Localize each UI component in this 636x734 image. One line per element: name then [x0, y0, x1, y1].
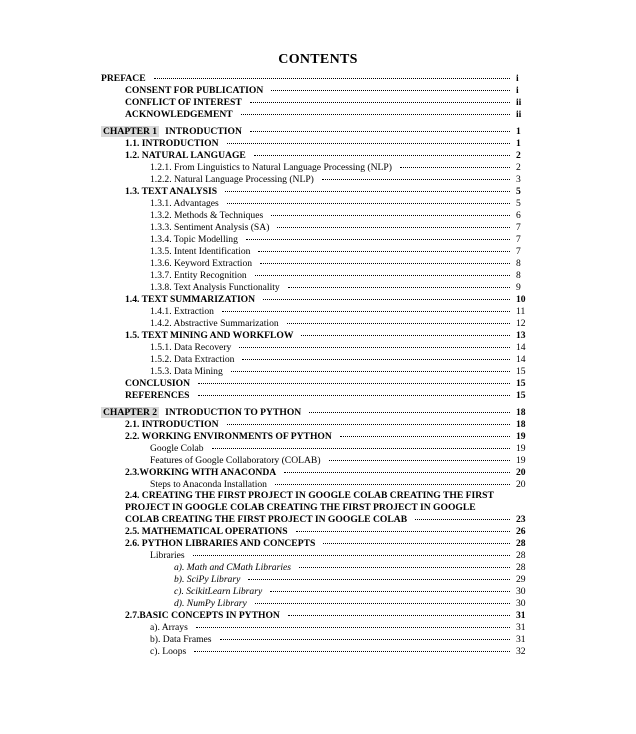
dot-leader [260, 263, 510, 264]
toc-entry-label: ACKNOWLEDGEMENT [125, 109, 233, 120]
toc-entry[interactable] [174, 574, 530, 586]
toc-entry[interactable] [150, 174, 530, 186]
dot-leader [194, 651, 510, 652]
dot-leader [263, 299, 510, 300]
dot-leader [340, 436, 510, 437]
toc-entry[interactable] [150, 282, 530, 294]
toc-page-number: 14 [516, 354, 526, 365]
toc-entry-label: 1.4.1. Extraction [150, 306, 214, 317]
dot-leader [242, 359, 510, 360]
toc-entry-2-4-line-2[interactable]: PROJECT IN GOOGLE COLAB CREATING THE FIRST PROJECT IN GOOGLE [125, 502, 476, 513]
toc-entry[interactable] [150, 258, 530, 270]
toc-entry-label: c). ScikitLearn Library [174, 586, 263, 597]
toc-page-number: 2 [516, 150, 521, 161]
toc-entry[interactable] [174, 598, 530, 610]
toc-page-number: 20 [516, 479, 526, 490]
toc-page-number: 18 [516, 407, 526, 418]
toc-page-number: ii [516, 109, 522, 120]
toc-entry-label: 1.3.3. Sentiment Analysis (SA) [150, 222, 270, 233]
toc-entry-label: 2.1. INTRODUCTION [125, 419, 219, 430]
dot-leader [241, 114, 510, 115]
toc-entry[interactable] [150, 318, 530, 330]
toc-entry-label: CONSENT FOR PUBLICATION [125, 85, 264, 96]
toc-entry[interactable] [150, 443, 530, 455]
toc-page-number: ii [516, 97, 522, 108]
toc-entry[interactable] [125, 538, 530, 550]
toc-entry[interactable] [125, 294, 530, 306]
toc-page-number: 26 [516, 526, 526, 537]
toc-entry[interactable] [125, 390, 530, 402]
toc-page-number: 19 [516, 455, 526, 466]
dot-leader [415, 519, 510, 520]
dot-leader [154, 78, 510, 79]
toc-entry-label: 2.3.WORKING WITH ANACONDA [125, 467, 277, 478]
toc-entry-label: a). Arrays [150, 622, 188, 633]
toc-page-number: 30 [516, 586, 526, 597]
dot-leader [322, 179, 510, 180]
toc-entry[interactable] [150, 270, 530, 282]
toc-entry-2-4-line-1[interactable]: 2.4. CREATING THE FIRST PROJECT IN GOOGLE COLAB CREATING THE FIRST [125, 490, 494, 501]
toc-entry-label: CONCLUSION [125, 378, 191, 389]
dot-leader [227, 424, 510, 425]
toc-page-number: 20 [516, 467, 526, 478]
toc-page-number: 1 [516, 138, 521, 149]
toc-entry-label: CONFLICT OF INTEREST [125, 97, 242, 108]
toc-entry-label: 1.1. INTRODUCTION [125, 138, 219, 149]
dot-leader [239, 347, 510, 348]
toc-entry[interactable] [125, 330, 530, 342]
dot-leader [323, 543, 510, 544]
toc-entry[interactable] [150, 306, 530, 318]
toc-page-number: 19 [516, 431, 526, 442]
toc-page-number: 28 [516, 538, 526, 549]
dot-leader [271, 90, 510, 91]
dot-leader [277, 227, 510, 228]
chapter-1-title: INTRODUCTION [165, 126, 242, 137]
toc-entry-label: 1.3.7. Entity Recognition [150, 270, 247, 281]
toc-page-number: 14 [516, 342, 526, 353]
toc-page-number: 11 [516, 306, 526, 317]
dot-leader [329, 460, 510, 461]
toc-entry-label: 1.4. TEXT SUMMARIZATION [125, 294, 256, 305]
dot-leader [227, 143, 510, 144]
chapter-2-title: INTRODUCTION TO PYTHON [165, 407, 302, 418]
chapter-2-label [101, 407, 301, 419]
toc-page-number: 19 [516, 443, 526, 454]
toc-entry-label: 1.3.5. Intent Identification [150, 246, 251, 257]
dot-leader [309, 412, 510, 413]
chapter-1-box: CHAPTER 1 [103, 126, 158, 137]
toc-entry-conflict[interactable] [125, 97, 530, 109]
toc-entry-label: 2.2. WORKING ENVIRONMENTS OF PYTHON [125, 431, 332, 442]
chapter-2-box: CHAPTER 2 [103, 407, 158, 418]
dot-leader [254, 155, 510, 156]
toc-page-number: 31 [516, 622, 526, 633]
toc-entry[interactable] [174, 586, 530, 598]
toc-page-number: 23 [516, 514, 526, 525]
dot-leader [212, 448, 510, 449]
toc-page-number: 31 [516, 634, 526, 645]
toc-entry-label: COLAB CREATING THE FIRST PROJECT IN GOOGLE COLAB [125, 514, 408, 525]
toc-entry[interactable] [125, 419, 530, 431]
dot-leader [287, 323, 510, 324]
dot-leader [220, 639, 510, 640]
toc-entry[interactable] [125, 378, 530, 390]
toc-page-number: 15 [516, 378, 526, 389]
toc-entry-label: 1.4.2. Abstractive Summarization [150, 318, 279, 329]
toc-page-number: 32 [516, 646, 526, 657]
toc-entry-label: 1.2.2. Natural Language Processing (NLP) [150, 174, 314, 185]
toc-entry[interactable] [150, 622, 530, 634]
toc-page-number: 7 [516, 246, 521, 257]
toc-page-number: 8 [516, 270, 521, 281]
dot-leader [271, 215, 510, 216]
dot-leader [255, 603, 510, 604]
toc-entry[interactable] [125, 150, 530, 162]
dot-leader [299, 567, 510, 568]
toc-entry-label: 1.3.8. Text Analysis Functionality [150, 282, 280, 293]
toc-entry-preface[interactable] [101, 73, 530, 85]
dot-leader [258, 251, 510, 252]
toc-page-number: 1 [516, 126, 521, 137]
dot-leader [198, 395, 510, 396]
toc-entry-label: b). Data Frames [150, 634, 212, 645]
toc-page-number: 7 [516, 222, 521, 233]
toc-entry[interactable] [150, 342, 530, 354]
toc-entry[interactable] [125, 467, 530, 479]
dot-leader [400, 167, 510, 168]
toc-entry-acknowledgement[interactable] [125, 109, 530, 121]
toc-page-number: 15 [516, 366, 526, 377]
toc-page-number: 28 [516, 562, 526, 573]
toc-entry[interactable] [150, 366, 530, 378]
dot-leader [225, 191, 510, 192]
toc-entry[interactable] [150, 162, 530, 174]
toc-entry-label: 2.6. PYTHON LIBRARIES AND CONCEPTS [125, 538, 316, 549]
toc-entry[interactable] [174, 562, 530, 574]
toc-entry-label: 1.5.1. Data Recovery [150, 342, 232, 353]
toc-entry[interactable] [150, 198, 530, 210]
dot-leader [227, 203, 510, 204]
toc-page-number: 8 [516, 258, 521, 269]
toc-entry-label: Features of Google Collaboratory (COLAB) [150, 455, 321, 466]
toc-page-number: 12 [516, 318, 526, 329]
toc-page-number: 18 [516, 419, 526, 430]
toc-entry-label: Libraries [150, 550, 185, 561]
contents-title: CONTENTS [278, 52, 358, 67]
toc-page-number: 2 [516, 162, 521, 173]
toc-entry[interactable] [125, 610, 530, 622]
toc-entry-consent[interactable] [125, 85, 530, 97]
toc-page-number: 10 [516, 294, 526, 305]
toc-entry-label: 2.7.BASIC CONCEPTS IN PYTHON [125, 610, 280, 621]
toc-page-number: 31 [516, 610, 526, 621]
toc-entry[interactable] [150, 246, 530, 258]
dot-leader [231, 371, 510, 372]
toc-entry-label: PREFACE [101, 73, 146, 84]
toc-page-number: 5 [516, 186, 521, 197]
dot-leader [196, 627, 510, 628]
toc-entry[interactable] [150, 222, 530, 234]
dot-leader [250, 102, 510, 103]
toc-entry[interactable] [125, 431, 530, 443]
toc-entry[interactable] [150, 550, 530, 562]
toc-page-number: 3 [516, 174, 521, 185]
toc-entry[interactable] [150, 234, 530, 246]
toc-page-number: 6 [516, 210, 521, 221]
toc-page-number: i [516, 85, 519, 96]
toc-page-number: 7 [516, 234, 521, 245]
toc-entry-label: 1.2. NATURAL LANGUAGE [125, 150, 246, 161]
dot-leader [246, 239, 510, 240]
toc-entry[interactable] [150, 210, 530, 222]
dot-leader [301, 335, 510, 336]
dot-leader [193, 555, 510, 556]
toc-entry-label: Steps to Anaconda Installation [150, 479, 267, 490]
toc-entry-label: c). Loops [150, 646, 187, 657]
toc-entry-label: 1.5.3. Data Mining [150, 366, 223, 377]
toc-entry-label: b). SciPy Library [174, 574, 241, 585]
dot-leader [296, 531, 510, 532]
toc-entry-label: REFERENCES [125, 390, 190, 401]
toc-entry[interactable] [125, 186, 530, 198]
toc-entry[interactable] [125, 138, 530, 150]
dot-leader [250, 131, 510, 132]
dot-leader [288, 615, 510, 616]
dot-leader [288, 287, 510, 288]
dot-leader [284, 472, 510, 473]
toc-entry-label: a). Math and CMath Libraries [174, 562, 291, 573]
toc-page-number: 15 [516, 390, 526, 401]
toc-page-number: 28 [516, 550, 526, 561]
toc-page-number: 29 [516, 574, 526, 585]
toc-entry-label: 2.5. MATHEMATICAL OPERATIONS [125, 526, 288, 537]
dot-leader [275, 484, 510, 485]
dot-leader [222, 311, 510, 312]
dot-leader [270, 591, 510, 592]
toc-entry-label: 1.3.4. Topic Modelling [150, 234, 238, 245]
dot-leader [248, 579, 510, 580]
chapter-2-heading[interactable] [101, 407, 530, 419]
chapter-1-heading[interactable] [101, 126, 530, 138]
toc-entry-label: 1.5.2. Data Extraction [150, 354, 235, 365]
toc-entry-2-4-line-3[interactable] [125, 514, 530, 526]
toc-entry[interactable] [150, 455, 530, 467]
toc-entry-label: Google Colab [150, 443, 204, 454]
toc-page-number: 5 [516, 198, 521, 209]
toc-entry-label: 1.3.1. Advantages [150, 198, 219, 209]
toc-entry[interactable] [125, 526, 530, 538]
toc-entry[interactable] [150, 634, 530, 646]
dot-leader [255, 275, 510, 276]
toc-entry-label: 1.3.6. Keyword Extraction [150, 258, 253, 269]
toc-entry-label: 1.3.2. Methods & Techniques [150, 210, 264, 221]
dot-leader [198, 383, 510, 384]
toc-page-number: i [516, 73, 519, 84]
toc-page-number: 13 [516, 330, 526, 341]
chapter-1-label [101, 126, 242, 138]
toc-entry-label: 1.5. TEXT MINING AND WORKFLOW [125, 330, 294, 341]
toc-entry[interactable] [150, 646, 530, 658]
toc-entry-label: 1.2.1. From Linguistics to Natural Language Processing (NLP) [150, 162, 392, 173]
toc-page-number: 9 [516, 282, 521, 293]
toc-entry[interactable] [150, 354, 530, 366]
toc-entry-label: 1.3. TEXT ANALYSIS [125, 186, 218, 197]
toc-page-number: 30 [516, 598, 526, 609]
toc-entry-label: d). NumPy Library [174, 598, 247, 609]
